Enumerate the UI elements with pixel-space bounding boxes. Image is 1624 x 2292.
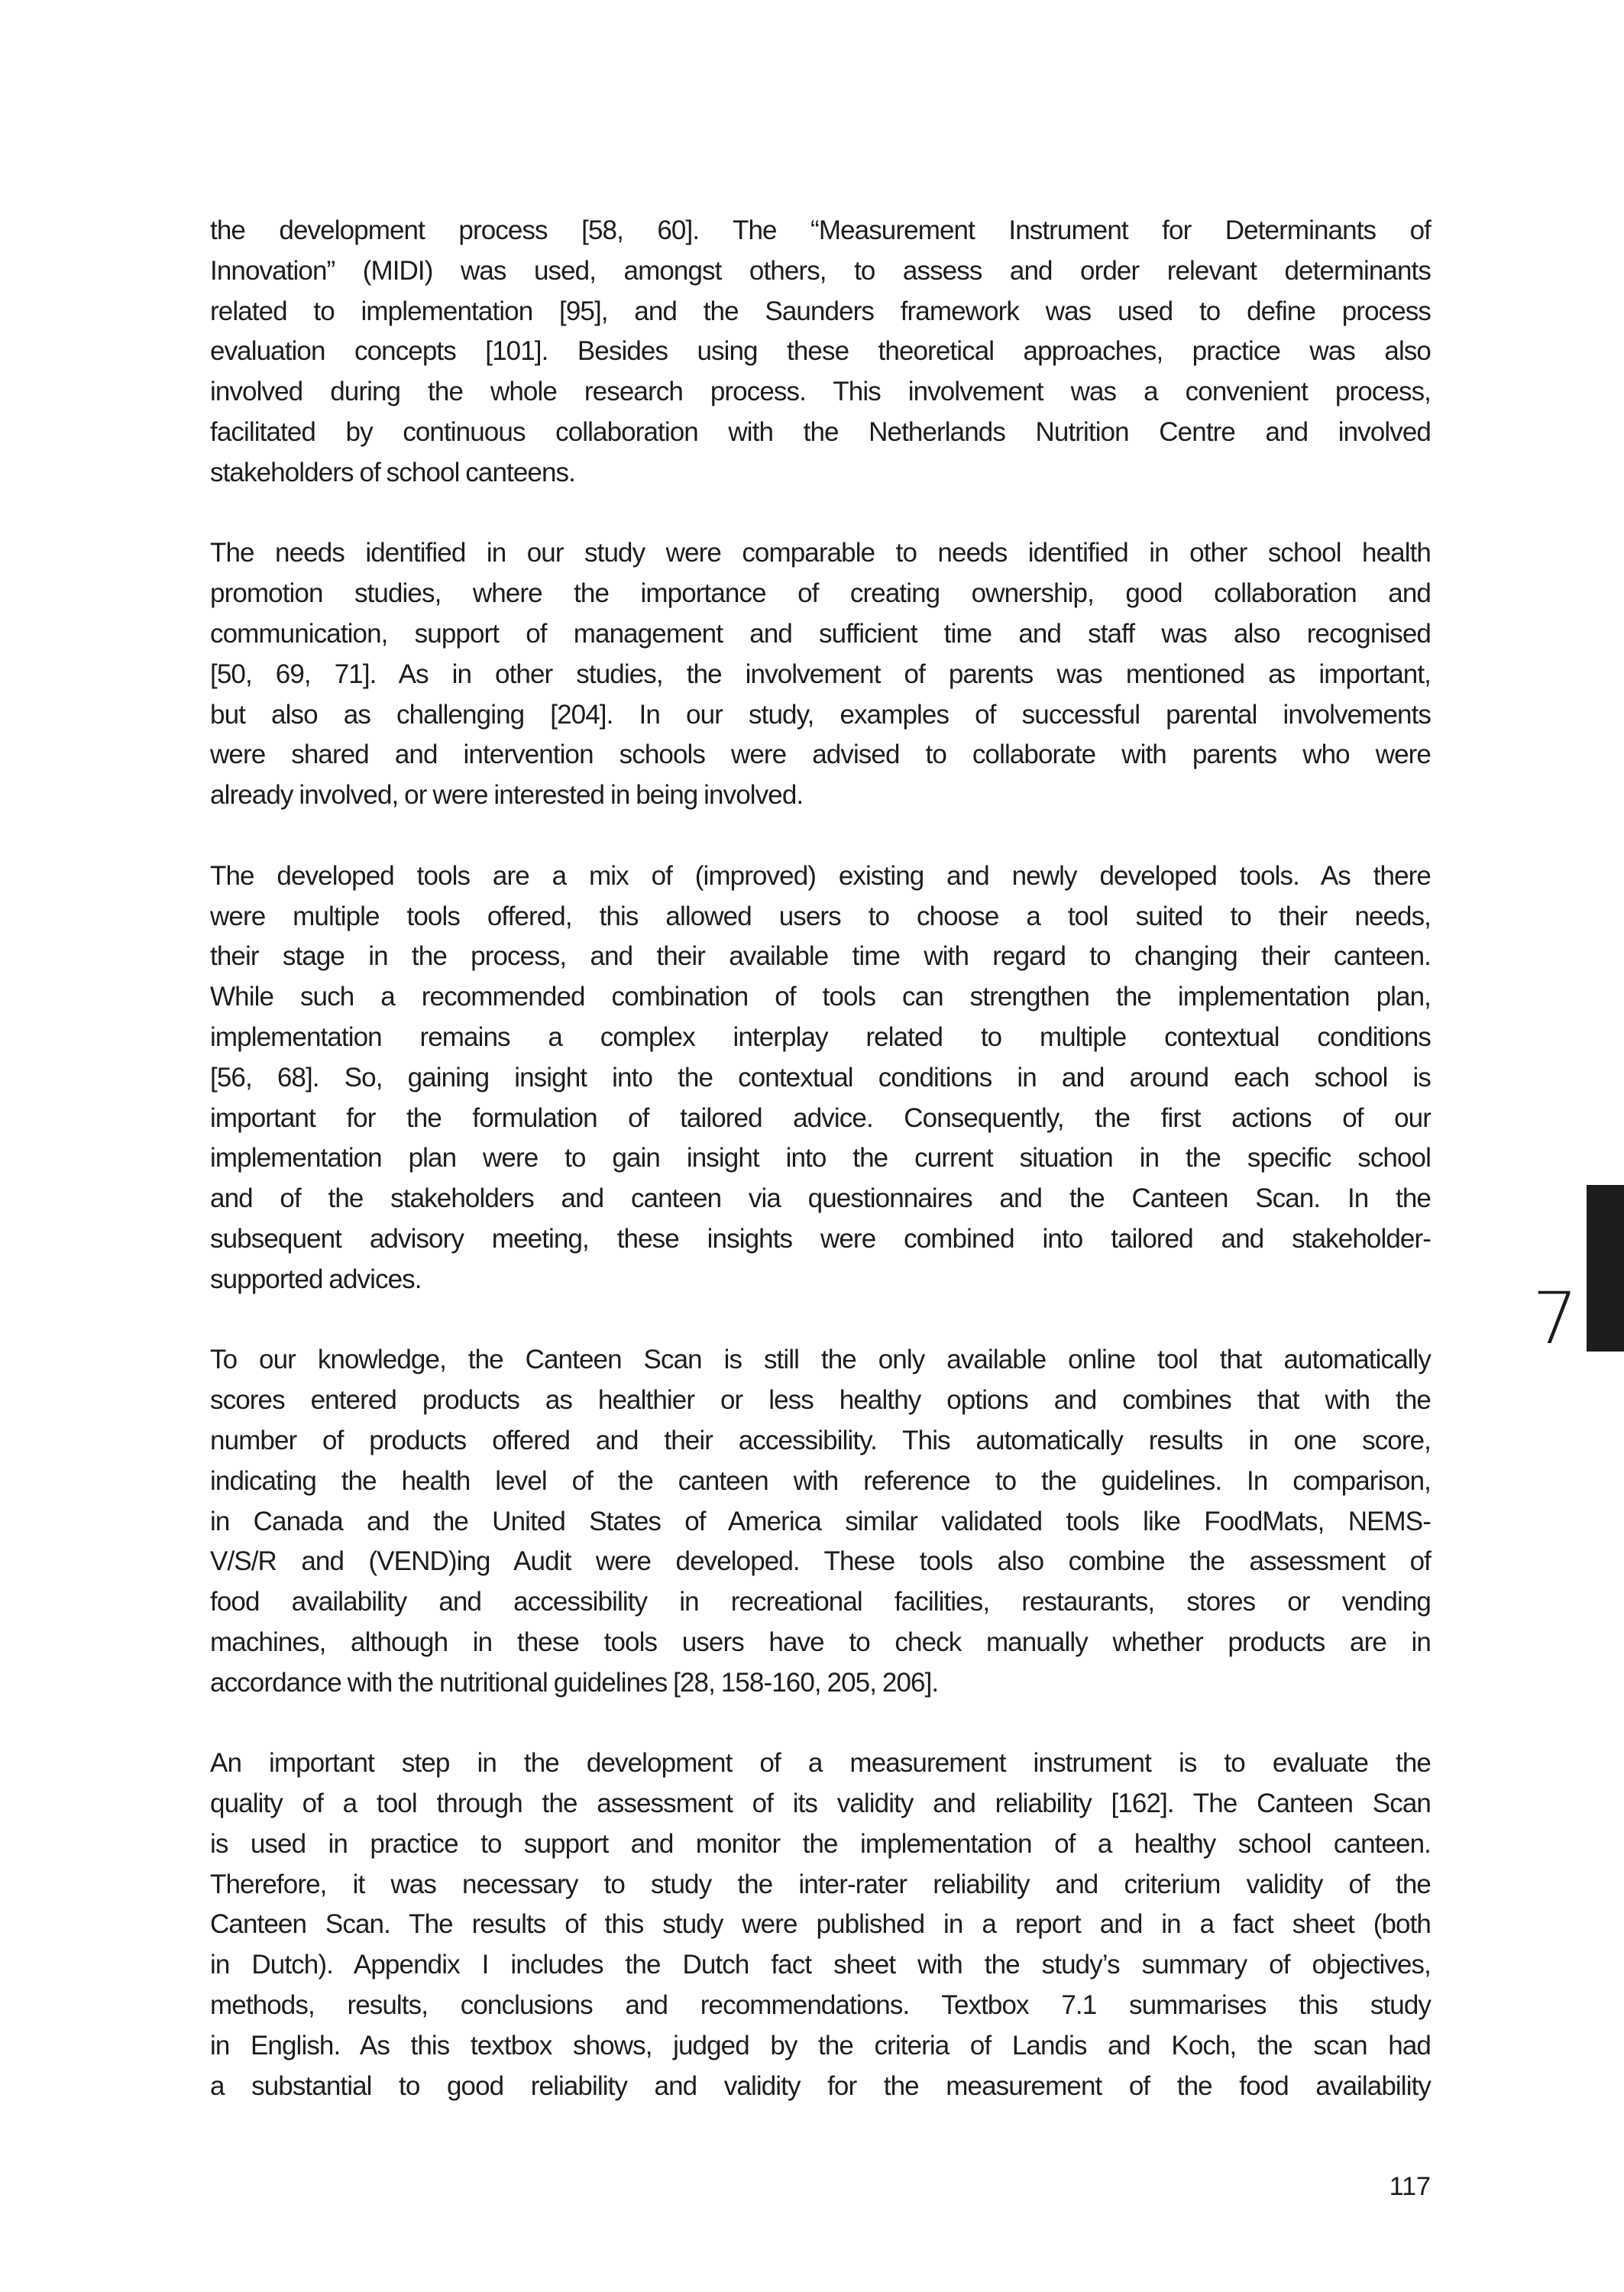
page-number: 117 bbox=[1389, 2172, 1431, 2201]
paragraph bbox=[210, 1743, 1431, 2106]
text-line: evaluation concepts [101]. Besides using these theoretical approaches, practice was also bbox=[210, 336, 1431, 367]
paragraph bbox=[210, 211, 1431, 494]
text-line: Innovation” (MIDI) was used, amongst others, to assess and order relevant determinants bbox=[210, 255, 1431, 286]
text-line: number of products offered and their accessibility. This automatically results in one score, bbox=[210, 1425, 1431, 1455]
text-line: [56, 68]. So, gaining insight into the contextual conditions in and around each school is bbox=[210, 1062, 1431, 1093]
paragraph bbox=[210, 1340, 1431, 1703]
text-line: in Dutch). Appendix I includes the Dutch fact sheet with the study’s summary of objectives, bbox=[210, 1950, 1431, 1980]
text-line: Therefore, it was necessary to study the inter-rater reliability and criterium validity of the bbox=[210, 1869, 1431, 1899]
text-line: An important step in the development of a measurement instrument is to evaluate the bbox=[210, 1748, 1431, 1779]
text-line: involved during the whole research process. This involvement was a convenient process, bbox=[210, 377, 1431, 407]
text-line: quality of a tool through the assessment of its validity and reliability [162]. The Canteen Scan bbox=[210, 1789, 1431, 1819]
text-line: food availability and accessibility in recreational facilities, restaurants, stores or vending bbox=[210, 1587, 1431, 1617]
text-line: implementation plan were to gain insight into the current situation in the specific school bbox=[210, 1143, 1431, 1174]
text-line: already involved, or were interested in being involved. bbox=[210, 780, 804, 811]
text-line: supported advices. bbox=[210, 1264, 422, 1294]
text-line: in English. As this textbox shows, judged by the criteria of Landis and Koch, the scan had bbox=[210, 2030, 1431, 2061]
text-line: promotion studies, where the importance of creating ownership, good collaboration and bbox=[210, 578, 1431, 609]
text-line: methods, results, conclusions and recommendations. Textbox 7.1 summarises this study bbox=[210, 1990, 1431, 2021]
text-line: indicating the health level of the canteen with reference to the guidelines. In comparison, bbox=[210, 1465, 1431, 1496]
text-line: The needs identified in our study were comparable to needs identified in other school health bbox=[210, 538, 1431, 568]
text-line: important for the formulation of tailored advice. Consequently, the first actions of our bbox=[210, 1102, 1431, 1133]
text-line: scores entered products as healthier or less healthy options and combines that with the bbox=[210, 1385, 1431, 1416]
text-line: facilitated by continuous collaboration with the Netherlands Nutrition Centre and involved bbox=[210, 416, 1431, 447]
text-line: V/S/R and (VEND)ing Audit were developed. These tools also combine the assessment of bbox=[210, 1546, 1431, 1577]
paragraph bbox=[210, 533, 1431, 816]
text-line: communication, support of management and sufficient time and staff was also recognised bbox=[210, 618, 1431, 649]
text-line: a substantial to good reliability and validity for the measurement of the food availability bbox=[210, 2070, 1431, 2101]
text-line: were shared and intervention schools were advised to collaborate with parents who were bbox=[210, 740, 1431, 770]
text-line: Canteen Scan. The results of this study were published in a report and in a fact sheet (both bbox=[210, 1909, 1431, 1940]
text-line: stakeholders of school canteens. bbox=[210, 457, 575, 487]
text-line: While such a recommended combination of tools can strengthen the implementation plan, bbox=[210, 982, 1431, 1012]
text-line: but also as challenging [204]. In our study, examples of successful parental involvements bbox=[210, 699, 1431, 730]
text-line: their stage in the process, and their available time with regard to changing their canteen. bbox=[210, 941, 1431, 972]
text-line: and of the stakeholders and canteen via questionnaires and the Canteen Scan. In the bbox=[210, 1183, 1431, 1214]
text-line: implementation remains a complex interplay related to multiple contextual conditions bbox=[210, 1021, 1431, 1052]
text-line: subsequent advisory meeting, these insights were combined into tailored and stakeholder- bbox=[210, 1223, 1431, 1254]
chapter-number: 7 bbox=[1532, 1277, 1578, 1361]
text-line: machines, although in these tools users have to check manually whether products are in bbox=[210, 1627, 1431, 1657]
paragraph bbox=[210, 856, 1431, 1300]
text-line: accordance with the nutritional guidelines [28, 158-160, 205, 206]. bbox=[210, 1667, 939, 1698]
text-line: The developed tools are a mix of (improved) existing and newly developed tools. As there bbox=[210, 860, 1431, 891]
text-line: the development process [58, 60]. The “Measurement Instrument for Determinants of bbox=[210, 215, 1431, 245]
text-line: were multiple tools offered, this allowed users to choose a tool suited to their needs, bbox=[210, 901, 1431, 931]
chapter-thumb-tab bbox=[1587, 1185, 1624, 1352]
text-line: To our knowledge, the Canteen Scan is still the only available online tool that automatically bbox=[210, 1345, 1431, 1375]
text-line: in Canada and the United States of America similar validated tools like FoodMats, NEMS- bbox=[210, 1506, 1431, 1536]
text-line: related to implementation [95], and the Saunders framework was used to define process bbox=[210, 296, 1431, 326]
text-line: is used in practice to support and monitor the implementation of a healthy school canteen. bbox=[210, 1828, 1431, 1859]
body-text bbox=[210, 211, 1431, 2147]
text-line: [50, 69, 71]. As in other studies, the involvement of parents was mentioned as important, bbox=[210, 659, 1431, 689]
